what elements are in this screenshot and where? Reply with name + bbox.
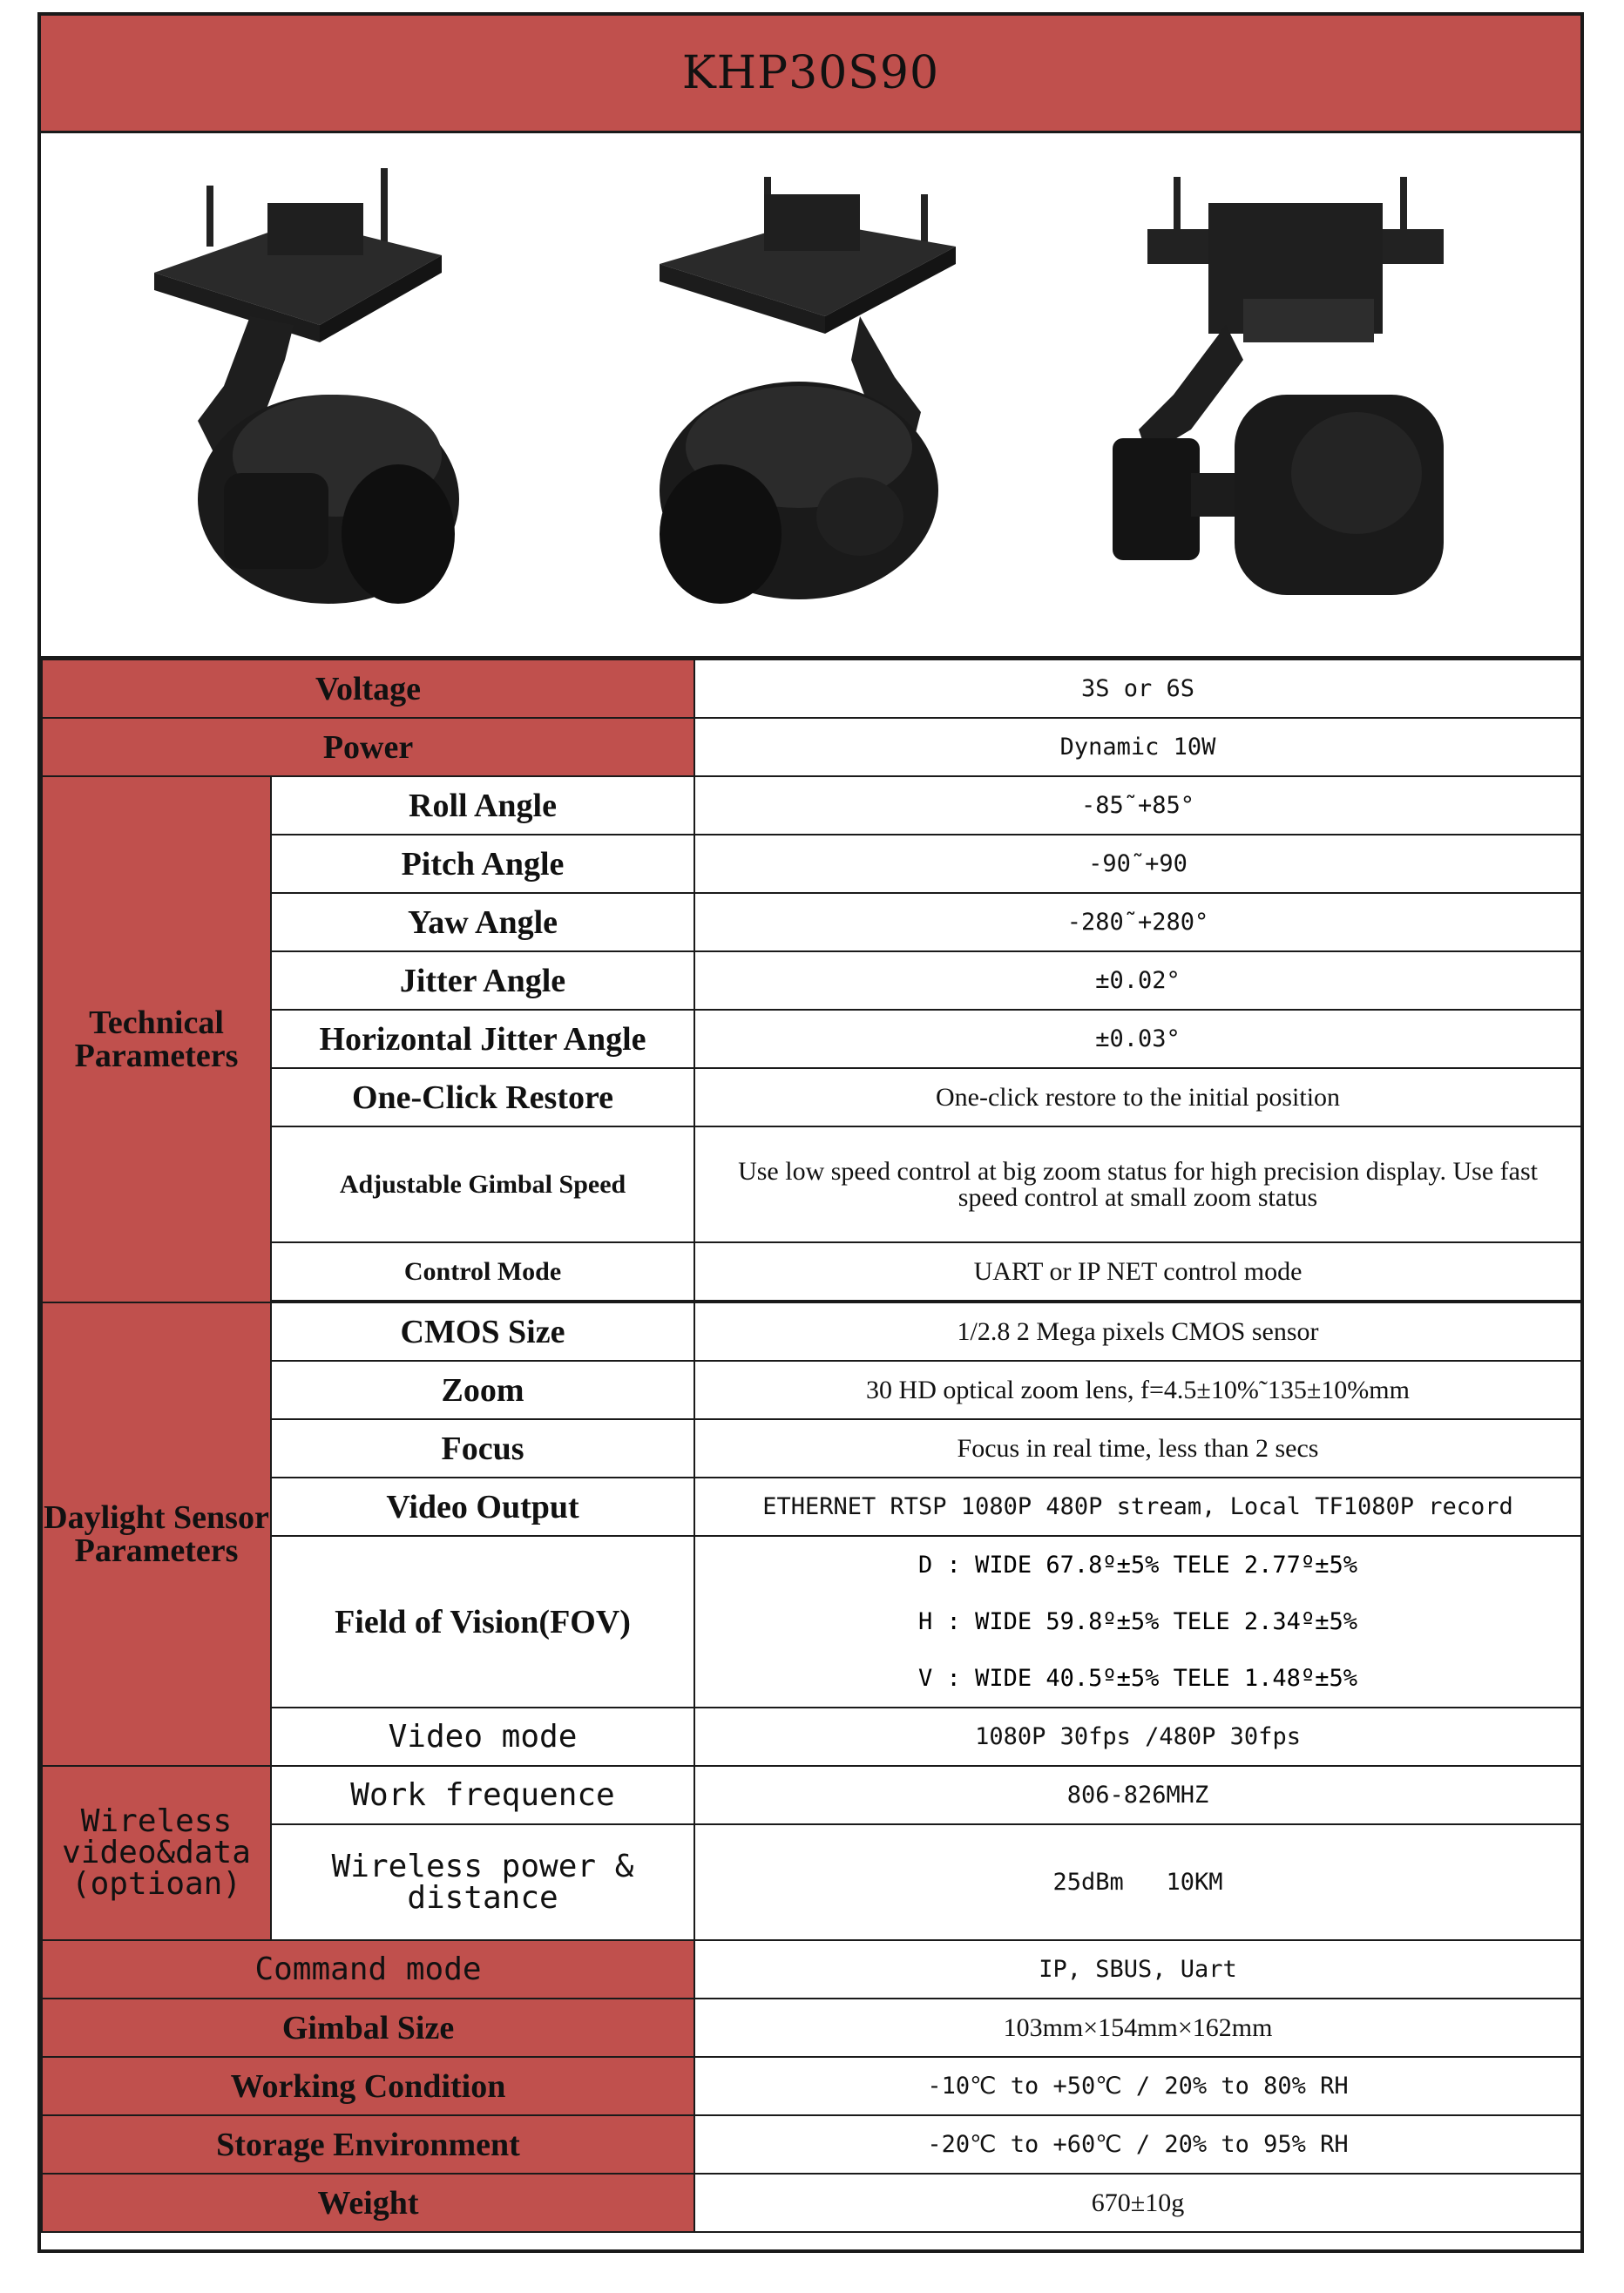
roll-angle-value: -85˜+85°	[694, 776, 1581, 835]
gimbal-size-label: Gimbal Size	[42, 1999, 694, 2057]
table-row	[42, 1010, 1581, 1068]
weight-value: 670±10g	[694, 2174, 1581, 2232]
power-value: Dynamic 10W	[694, 718, 1581, 776]
one-click-restore-value: One-click restore to the initial position	[694, 1068, 1581, 1126]
wireless-group: Wireless video&data (optioan)	[42, 1766, 271, 1940]
video-mode-label: Video mode	[271, 1708, 694, 1766]
gimbal-front-left-view	[119, 168, 485, 621]
zoom-label: Zoom	[271, 1361, 694, 1419]
control-mode-label: Control Mode	[271, 1242, 694, 1301]
spec-sheet	[37, 12, 1584, 2253]
focus-value: Focus in real time, less than 2 secs	[694, 1419, 1581, 1478]
table-row	[42, 1302, 1581, 1361]
working-condition-label: Working Condition	[42, 2057, 694, 2115]
pitch-angle-label: Pitch Angle	[271, 835, 694, 893]
work-frequence-label: Work frequence	[271, 1766, 694, 1824]
fov-vertical: V : WIDE 40.5º±5% TELE 1.48º±5%	[918, 1665, 1357, 1692]
horizontal-jitter-angle-label: Horizontal Jitter Angle	[271, 1010, 694, 1068]
table-row	[42, 718, 1581, 776]
command-mode-label: Command mode	[42, 1940, 694, 1999]
wireless-power-distance-label: Wireless power & distance	[271, 1824, 694, 1940]
focus-label: Focus	[271, 1419, 694, 1478]
gimbal-front-right-view	[633, 168, 999, 621]
storage-environment-value: -20℃ to +60℃ / 20% to 95% RH	[694, 2115, 1581, 2174]
zoom-value: 30 HD optical zoom lens, f=4.5±10%˜135±10%mm	[694, 1361, 1581, 1419]
table-row	[42, 835, 1581, 893]
video-output-value: ETHERNET RTSP 1080P 480P stream, Local TF1080P record	[694, 1478, 1581, 1536]
table-row	[42, 1242, 1581, 1301]
one-click-restore-label: One-Click Restore	[271, 1068, 694, 1126]
table-row	[42, 1766, 1581, 1824]
power-label: Power	[42, 718, 694, 776]
fov-label: Field of Vision(FOV)	[271, 1536, 694, 1708]
spec-table	[41, 659, 1582, 2233]
table-row	[42, 1824, 1581, 1940]
table-row	[42, 659, 1581, 718]
fov-diagonal: D : WIDE 67.8º±5% TELE 2.77º±5%	[918, 1552, 1357, 1579]
cmos-size-value: 1/2.8 2 Mega pixels CMOS sensor	[694, 1302, 1581, 1361]
daylight-sensor-parameters-group: Daylight Sensor Parameters	[42, 1302, 271, 1766]
control-mode-value: UART or IP NET control mode	[694, 1242, 1581, 1301]
voltage-value: 3S or 6S	[694, 659, 1581, 718]
table-row	[42, 893, 1581, 951]
adjustable-gimbal-speed-value: Use low speed control at big zoom status for high precision display. Use fast speed control at small zoom status	[694, 1126, 1581, 1242]
video-output-label: Video Output	[271, 1478, 694, 1536]
product-title: KHP30S90	[41, 16, 1580, 133]
working-condition-value: -10℃ to +50℃ / 20% to 80% RH	[694, 2057, 1581, 2115]
table-row	[42, 1708, 1581, 1766]
voltage-label: Voltage	[42, 659, 694, 718]
fov-value	[694, 1536, 1581, 1708]
table-row	[42, 776, 1581, 835]
table-row	[42, 2115, 1581, 2174]
table-row	[42, 1419, 1581, 1478]
table-row	[42, 2057, 1581, 2115]
gimbal-side-view	[1095, 168, 1461, 621]
cmos-size-label: CMOS Size	[271, 1302, 694, 1361]
storage-environment-label: Storage Environment	[42, 2115, 694, 2174]
gimbal-size-value: 103mm×154mm×162mm	[694, 1999, 1581, 2057]
table-row	[42, 1068, 1581, 1126]
table-row	[42, 1126, 1581, 1242]
roll-angle-label: Roll Angle	[271, 776, 694, 835]
table-row	[42, 2174, 1581, 2232]
jitter-angle-label: Jitter Angle	[271, 951, 694, 1010]
table-row	[42, 1536, 1581, 1708]
fov-horizontal: H : WIDE 59.8º±5% TELE 2.34º±5%	[918, 1608, 1357, 1635]
horizontal-jitter-angle-value: ±0.03°	[694, 1010, 1581, 1068]
product-photos	[41, 133, 1580, 659]
yaw-angle-label: Yaw Angle	[271, 893, 694, 951]
table-row	[42, 1940, 1581, 1999]
pitch-angle-value: -90˜+90	[694, 835, 1581, 893]
adjustable-gimbal-speed-label: Adjustable Gimbal Speed	[271, 1126, 694, 1242]
weight-label: Weight	[42, 2174, 694, 2232]
yaw-angle-value: -280˜+280°	[694, 893, 1581, 951]
table-row	[42, 1478, 1581, 1536]
table-row	[42, 951, 1581, 1010]
video-mode-value: 1080P 30fps /480P 30fps	[694, 1708, 1581, 1766]
technical-parameters-group: Technical Parameters	[42, 776, 271, 1302]
jitter-angle-value: ±0.02°	[694, 951, 1581, 1010]
table-row	[42, 1999, 1581, 2057]
command-mode-value: IP, SBUS, Uart	[694, 1940, 1581, 1999]
work-frequence-value: 806-826MHZ	[694, 1766, 1581, 1824]
wireless-power-distance-value: 25dBm 10KM	[694, 1824, 1581, 1940]
table-row	[42, 1361, 1581, 1419]
